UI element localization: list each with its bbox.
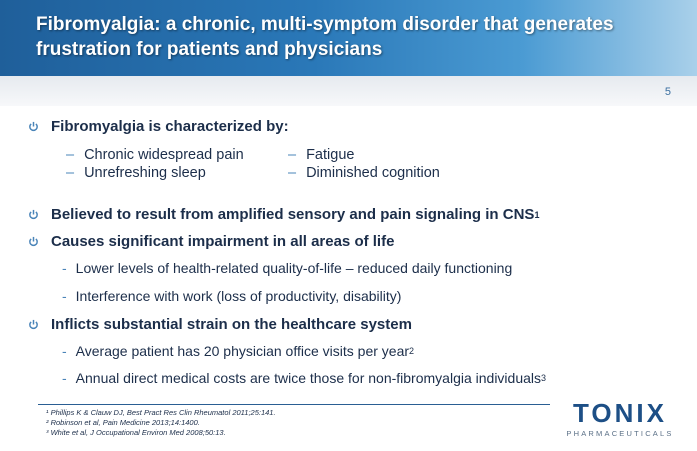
bullet-text: Believed to result from amplified sensory and pain signaling in CNS [51, 206, 535, 223]
list-item: – Fatigue [288, 147, 355, 163]
bullet-healthcare [28, 316, 412, 333]
list-item: - Lower levels of health-related quality-of-life – reduced daily functioning [62, 260, 513, 276]
power-icon [28, 209, 39, 220]
references [46, 408, 276, 438]
list-item: – Chronic widespread pain [66, 147, 244, 163]
symptom-list [66, 147, 486, 181]
list-item: - Interference with work (loss of productivity, disability) [62, 288, 402, 304]
title-banner [0, 0, 697, 76]
logo-wordmark: TONIX [573, 398, 667, 428]
bullet-text: Causes significant impairment in all areas of life [51, 233, 395, 250]
bullet-characterized [28, 118, 289, 135]
power-icon [28, 121, 39, 132]
page-number: 5 [664, 86, 671, 98]
reference-item: ¹ Phillips K & Clauw DJ, Best Pract Res Clin Rheumatol 2011;25:141. [46, 408, 276, 417]
tonix-logo [560, 398, 680, 442]
bullet-cns: Believed to result from amplified sensory and pain signaling in CNS 1 [28, 206, 539, 223]
footer-divider [38, 404, 550, 405]
reference-item: ³ White et al, J Occupational Environ Med 2008;50:13. [46, 428, 226, 437]
bullet-impairment [28, 233, 394, 250]
logo-tagline: PHARMACEUTICALS [566, 429, 674, 438]
bullet-text: Fibromyalgia is characterized by: [51, 118, 289, 135]
list-item: - Average patient has 20 physician office visits per year 2 [62, 343, 415, 359]
power-icon [28, 236, 39, 247]
list-item: - Annual direct medical costs are twice those for non-fibromyalgia individuals 3 [62, 370, 547, 386]
power-icon [28, 319, 39, 330]
reference-item: ² Robinson et al, Pain Medicine 2013;14:1400. [46, 418, 200, 427]
header-strip [0, 76, 697, 106]
bullet-text: Inflicts substantial strain on the healthcare system [51, 316, 412, 333]
list-item: – Unrefreshing sleep [66, 165, 206, 181]
slide-title: Fibromyalgia: a chronic, multi-symptom disorder that generates frustration for patients and physicians [36, 14, 614, 60]
list-item: – Diminished cognition [288, 165, 440, 181]
